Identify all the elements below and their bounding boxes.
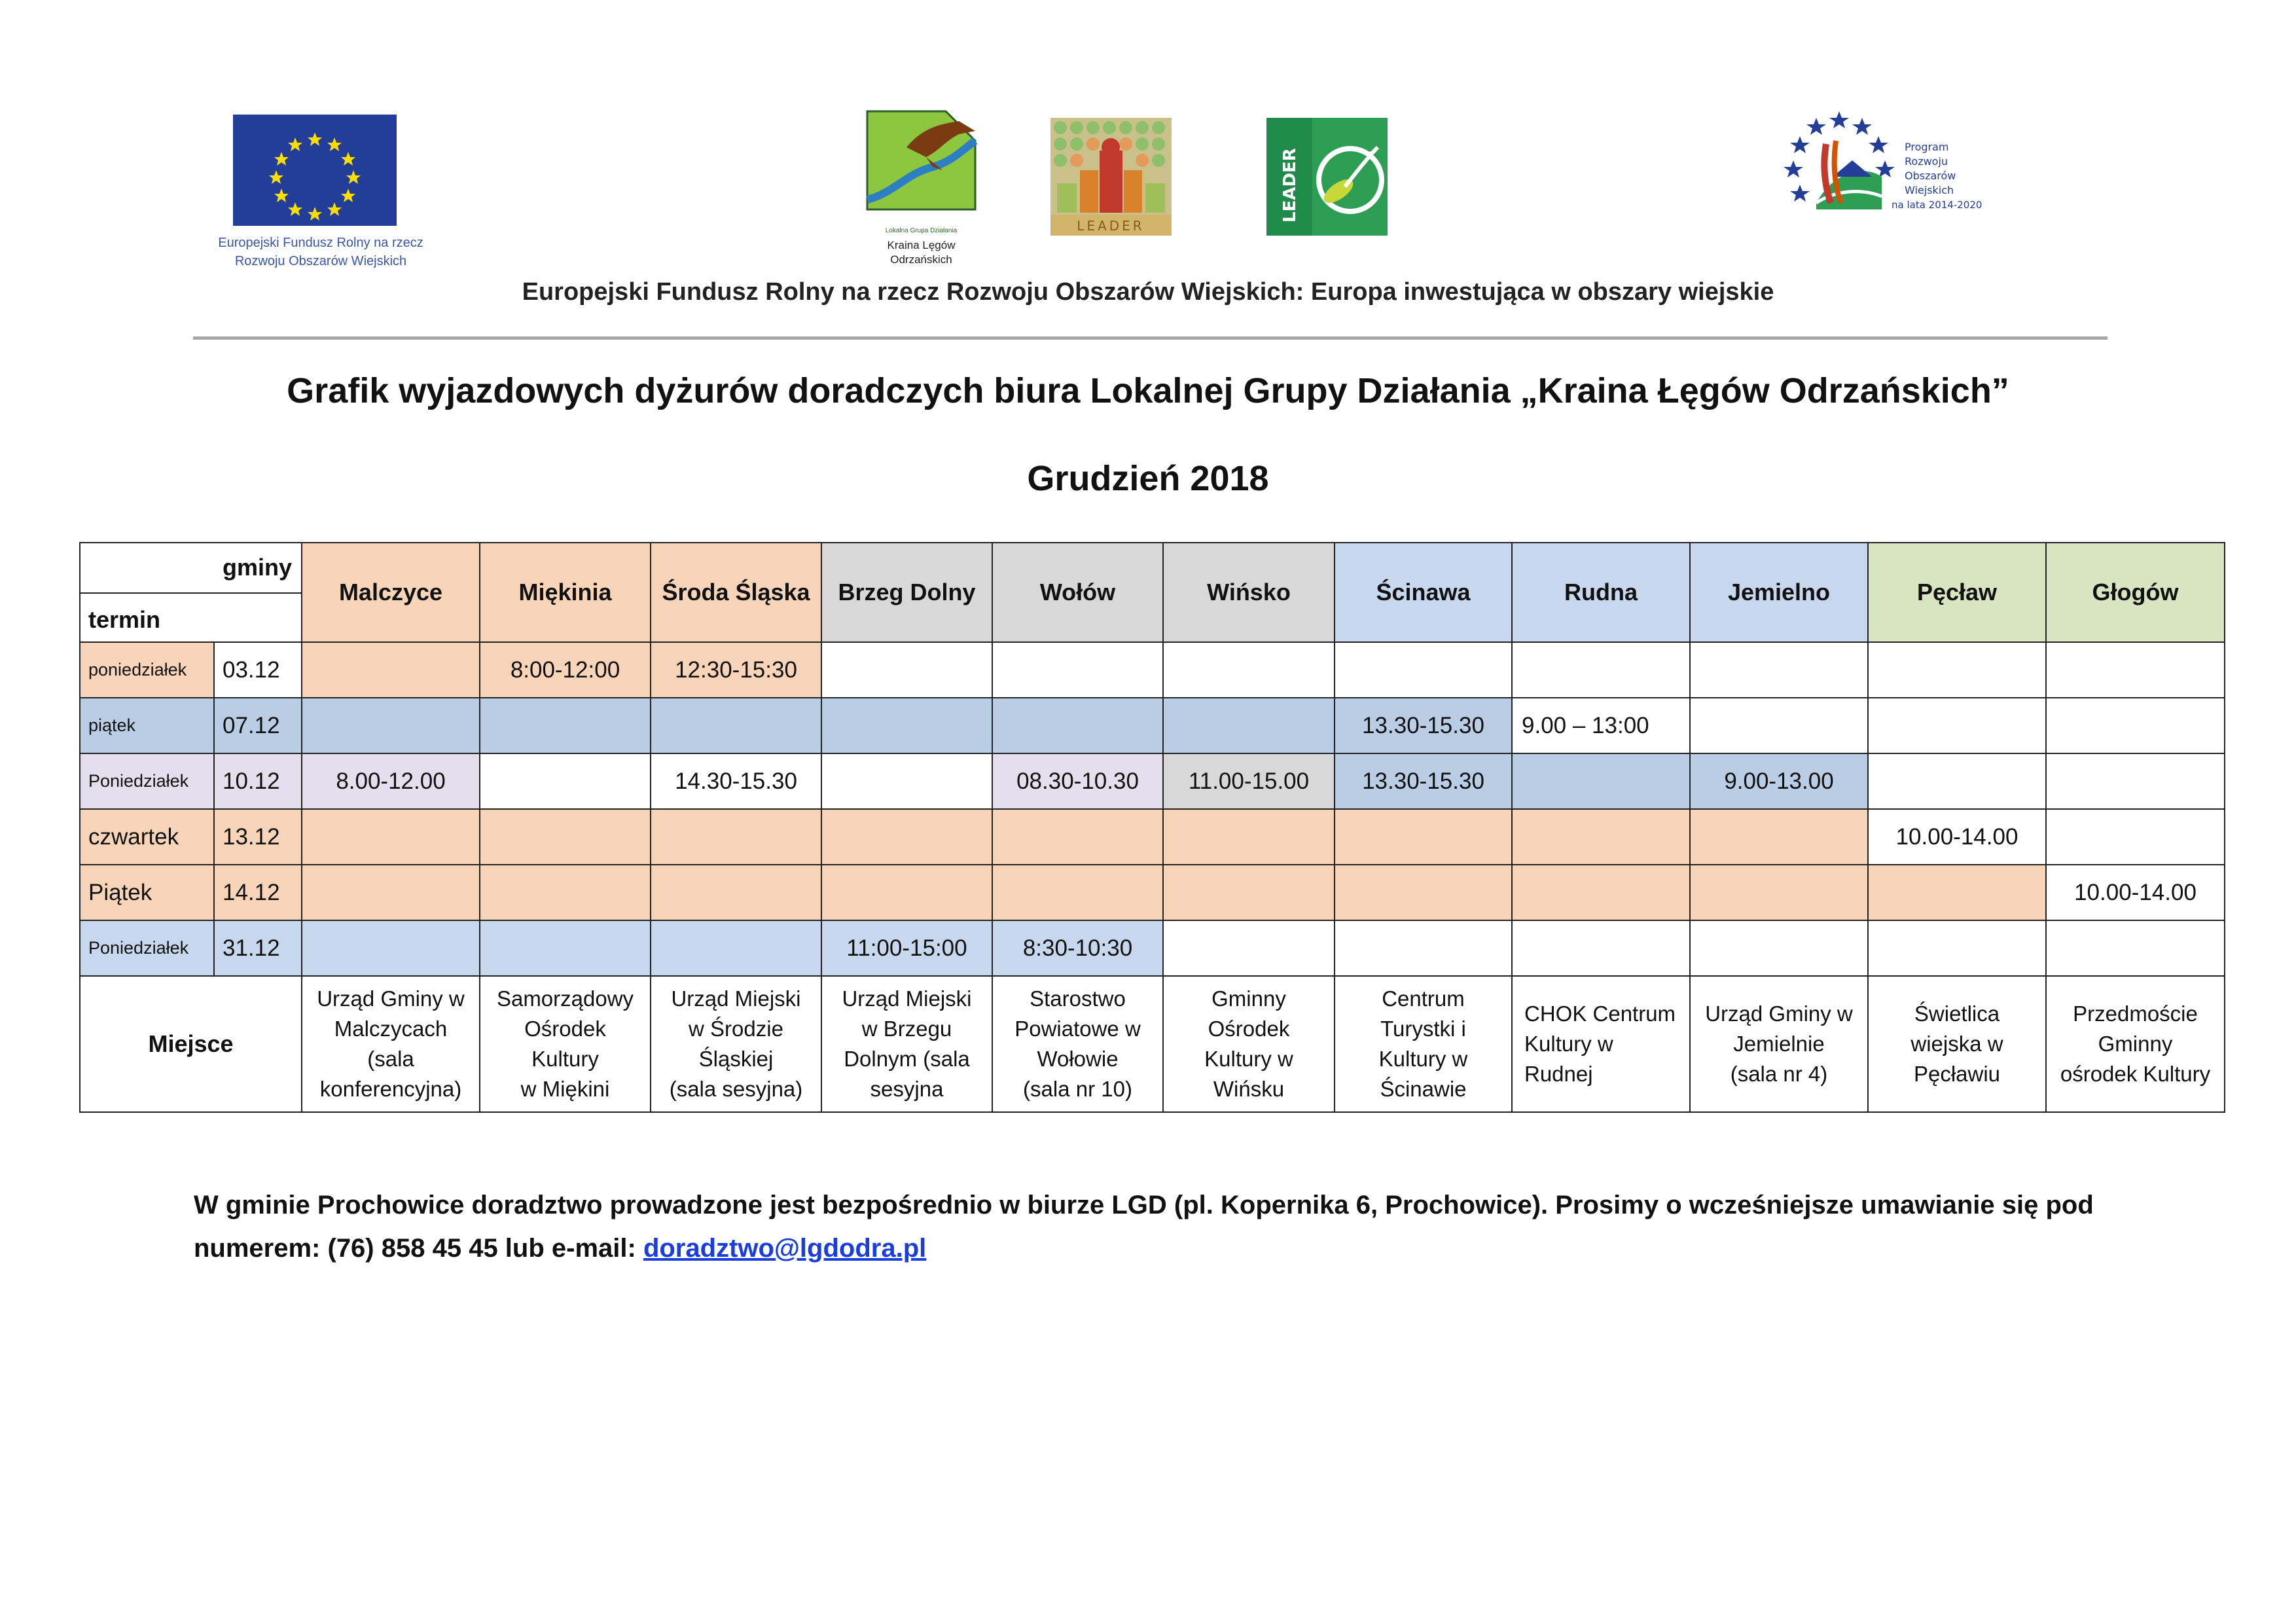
table-cell <box>1163 698 1335 753</box>
table-cell <box>302 865 480 920</box>
table-cell <box>480 698 651 753</box>
row-day: piątek <box>80 698 214 753</box>
table-cell <box>1690 920 1868 976</box>
table-cell <box>302 920 480 976</box>
table-cell <box>651 809 821 865</box>
place-cell: Samorządowy Ośrodek Kultury w Miękini <box>480 976 651 1112</box>
table-cell: 8:30-10:30 <box>992 920 1163 976</box>
eu-flag-icon <box>233 115 397 226</box>
table-cell <box>1512 920 1690 976</box>
corner-header-cell <box>80 543 302 642</box>
prow-line-3: Obszarów <box>1905 170 1956 182</box>
place-cell: Świetlica wiejska w Pęcławiu <box>1868 976 2046 1112</box>
table-cell <box>1868 698 2046 753</box>
table-cell <box>651 865 821 920</box>
leader-green-text: LEADER <box>1280 148 1300 223</box>
prow-logo <box>1770 105 2009 236</box>
table-row <box>80 809 2225 865</box>
corner-gminy-label: gminy <box>222 554 292 581</box>
place-label: Miejsce <box>80 976 302 1112</box>
table-cell: 8:00-12:00 <box>480 642 651 698</box>
footer-note-line2-text: numerem: (76) 858 45 45 lub e-mail: <box>194 1234 643 1263</box>
table-cell: 12:30-15:30 <box>651 642 821 698</box>
table-cell <box>2046 698 2225 753</box>
table-cell <box>1163 865 1335 920</box>
column-header: Środa Śląska <box>651 543 821 642</box>
table-cell: 08.30-10.30 <box>992 753 1163 809</box>
table-cell <box>1512 642 1690 698</box>
table-cell: 13.30-15.30 <box>1335 698 1512 753</box>
column-header: Wińsko <box>1163 543 1335 642</box>
table-cell: 11:00-15:00 <box>821 920 992 976</box>
place-cell: CHOK Centrum Kultury w Rudnej <box>1512 976 1690 1112</box>
table-cell: 11.00-15.00 <box>1163 753 1335 809</box>
leader-green-logo <box>1266 118 1388 236</box>
table-cell: 13.30-15.30 <box>1335 753 1512 809</box>
place-cell: Starostwo Powiatowe w Wołowie (sala nr 10) <box>992 976 1163 1112</box>
table-cell <box>1868 920 2046 976</box>
table-cell <box>992 809 1163 865</box>
table-cell <box>480 809 651 865</box>
eu-logo-caption: Europejski Fundusz Rolny na rzecz Rozwoju Obszarów Wiejskich <box>218 236 423 268</box>
table-cell <box>1335 642 1512 698</box>
table-cell <box>302 642 480 698</box>
table-cell <box>821 865 992 920</box>
row-day: Piątek <box>80 865 214 920</box>
table-cell <box>1868 642 2046 698</box>
lgd-caption-main2: Odrzańskich <box>890 253 952 266</box>
table-cell <box>1163 642 1335 698</box>
column-header: Rudna <box>1512 543 1690 642</box>
table-cell <box>1163 809 1335 865</box>
place-cell: Urząd Gminy w Jemielnie (sala nr 4) <box>1690 976 1868 1112</box>
table-cell <box>1512 865 1690 920</box>
schedule-table <box>79 542 2225 1113</box>
table-cell: 10.00-14.00 <box>1868 809 2046 865</box>
table-cell <box>1512 753 1690 809</box>
table-cell: 9.00-13.00 <box>1690 753 1868 809</box>
table-cell <box>302 809 480 865</box>
eu-logo <box>196 115 445 270</box>
page-title: Grafik wyjazdowych dyżurów doradczych biura Lokalnej Grupy Działania „Kraina Łęgów Odrzańskich” <box>287 371 2009 410</box>
column-header: Głogów <box>2046 543 2225 642</box>
lgd-caption-small: Lokalna Grupa Działania <box>885 227 958 234</box>
column-header: Miękinia <box>480 543 651 642</box>
table-cell <box>1335 920 1512 976</box>
lgd-bird-icon <box>861 101 982 219</box>
table-cell <box>992 865 1163 920</box>
table-row <box>80 642 2225 698</box>
lgd-logo <box>861 101 982 267</box>
header-tagline: Europejski Fundusz Rolny na rzecz Rozwoju Obszarów Wiejskich: Europa inwestująca w obszary wiejskie <box>522 278 1774 306</box>
row-day: Poniedziałek <box>80 920 214 976</box>
column-header: Jemielno <box>1690 543 1868 642</box>
lgd-caption-main: Kraina Lęgów <box>887 239 956 251</box>
row-day: Poniedziałek <box>80 753 214 809</box>
table-cell <box>1690 809 1868 865</box>
table-cell: 14.30-15.30 <box>651 753 821 809</box>
place-cell: Urząd Miejski w Brzegu Dolnym (sala sesyjna <box>821 976 992 1112</box>
column-header: Wołów <box>992 543 1163 642</box>
place-cell: Urząd Gminy w Malczycach (sala konferencyjna) <box>302 976 480 1112</box>
row-date: 31.12 <box>214 920 302 976</box>
header-row <box>80 543 2225 642</box>
footer-note-line2 <box>194 1227 2111 1270</box>
table-cell <box>1335 865 1512 920</box>
corner-termin-label: termin <box>88 606 161 633</box>
prow-line-1: Program <box>1905 141 1949 153</box>
table-row <box>80 753 2225 809</box>
place-cell: Przedmoście Gminny ośrodek Kultury <box>2046 976 2225 1112</box>
corner-divider <box>81 592 301 594</box>
place-cell: Gminny Ośrodek Kultury w Wińsku <box>1163 976 1335 1112</box>
place-cell: Urząd Miejski w Środzie Śląskiej (sala sesyjna) <box>651 976 821 1112</box>
column-header: Malczyce <box>302 543 480 642</box>
table-cell <box>821 809 992 865</box>
table-cell <box>1690 642 1868 698</box>
email-link[interactable]: doradztwo@lgdodra.pl <box>643 1234 927 1263</box>
footer-note <box>194 1183 2111 1270</box>
header-divider <box>193 336 2108 340</box>
column-header: Brzeg Dolny <box>821 543 992 642</box>
place-cell: Centrum Turystki i Kultury w Ścinawie <box>1335 976 1512 1112</box>
table-row <box>80 920 2225 976</box>
table-cell: 8.00-12.00 <box>302 753 480 809</box>
table-cell <box>2046 920 2225 976</box>
table-cell <box>1690 865 1868 920</box>
footer-note-line1: W gminie Prochowice doradztwo prowadzone jest bezpośrednio w biurze LGD (pl. Kopernika 6, Prochowice). Prosimy o wcześniejsze umawianie się pod <box>194 1191 2094 1219</box>
table-cell <box>821 698 992 753</box>
page-subtitle: Grudzień 2018 <box>1027 459 1269 498</box>
prow-years: na lata 2014-2020 <box>1892 199 1982 211</box>
place-row <box>80 976 2225 1112</box>
column-header: Pęcław <box>1868 543 2046 642</box>
row-date: 10.12 <box>214 753 302 809</box>
table-cell <box>821 753 992 809</box>
row-day: poniedziałek <box>80 642 214 698</box>
table-cell <box>1163 920 1335 976</box>
table-cell <box>2046 642 2225 698</box>
table-cell <box>480 753 651 809</box>
table-cell <box>2046 809 2225 865</box>
leader-mosaic-logo <box>1050 118 1172 236</box>
row-day: czwartek <box>80 809 214 865</box>
table-cell <box>1512 809 1690 865</box>
table-cell: 10.00-14.00 <box>2046 865 2225 920</box>
row-date: 14.12 <box>214 865 302 920</box>
prow-line-4: Wiejskich <box>1905 184 1954 196</box>
table-row <box>80 698 2225 753</box>
row-date: 07.12 <box>214 698 302 753</box>
lgd-logo-caption <box>861 224 982 267</box>
table-cell <box>1868 753 2046 809</box>
leader-mosaic-text: LEADER <box>1077 218 1145 234</box>
table-cell <box>1335 809 1512 865</box>
column-header: Ścinawa <box>1335 543 1512 642</box>
table-cell <box>821 642 992 698</box>
table-cell <box>480 920 651 976</box>
table-cell <box>2046 753 2225 809</box>
table-cell <box>651 920 821 976</box>
table-row <box>80 865 2225 920</box>
table-cell <box>480 865 651 920</box>
table-cell <box>1690 698 1868 753</box>
table-cell <box>992 698 1163 753</box>
table-cell: 9.00 – 13:00 <box>1512 698 1690 753</box>
row-date: 03.12 <box>214 642 302 698</box>
table-cell <box>651 698 821 753</box>
prow-line-2: Rozwoju <box>1905 155 1948 168</box>
row-date: 13.12 <box>214 809 302 865</box>
table-cell <box>992 642 1163 698</box>
table-cell <box>302 698 480 753</box>
table-cell <box>1868 865 2046 920</box>
